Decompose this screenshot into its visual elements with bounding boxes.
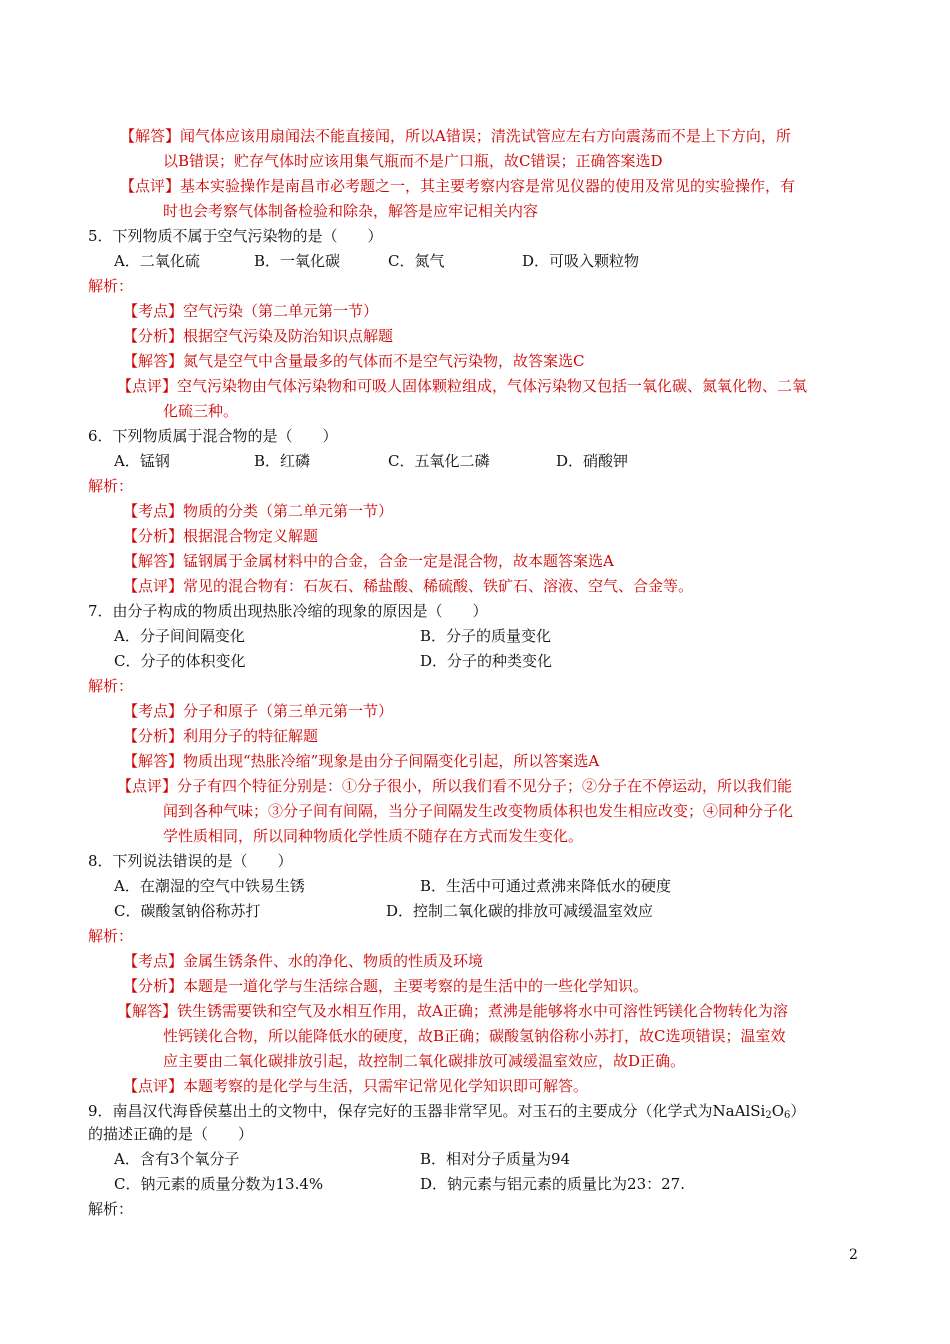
q7-answer: 【解答】物质出现“热胀冷缩”现象是由分子间隔变化引起，所以答案选A — [123, 752, 600, 770]
q6-answer: 【解答】锰钢属于金属材料中的合金，合金一定是混合物，故本题答案选A — [123, 552, 614, 570]
q4-comment-line-1: 【点评】基本实验操作是南昌市必考题之一，其主要考察内容是常见仪器的使用及常见的实验操作，有 — [120, 177, 796, 195]
q8-option-c: C．碳酸氢钠俗称苏打 — [114, 902, 261, 920]
q5-option-a: A．二氧化硫 — [114, 252, 200, 270]
q6-option-c: C．五氧化二磷 — [388, 452, 490, 470]
q6-comment: 【点评】常见的混合物有：石灰石、稀盐酸、稀硫酸、铁矿石、溶液、空气、合金等。 — [123, 577, 694, 595]
q5-analyze: 【分析】根据空气污染及防治知识点解题 — [123, 327, 394, 345]
q7-stem: 7．由分子构成的物质出现热胀冷缩的现象的原因是（ ） — [88, 602, 488, 620]
q9-option-c: C．钠元素的质量分数为13.4% — [114, 1175, 324, 1193]
page-number: 2 — [849, 1247, 858, 1263]
q8-option-a: A．在潮湿的空气中铁易生锈 — [114, 877, 305, 895]
q9-option-d: D．钠元素与铝元素的质量比为23：27. — [420, 1175, 685, 1193]
q7-option-d: D．分子的种类变化 — [420, 652, 553, 670]
q8-answer-line-2: 性钙镁化合物，所以能降低水的硬度，故B正确；碳酸氢钠俗称小苏打，故C选项错误；温室效 — [163, 1027, 786, 1045]
q5-answer: 【解答】氮气是空气中含量最多的气体而不是空气污染物，故答案选C — [123, 352, 585, 370]
q9-option-a: A．含有3个氧分子 — [114, 1150, 240, 1168]
q8-option-b: B．生活中可通过煮沸来降低水的硬度 — [420, 877, 672, 895]
q8-analyze: 【分析】本题是一道化学与生活综合题，主要考察的是生活中的一些化学知识。 — [123, 977, 649, 995]
q9-formula-sub-2: 2 — [765, 1110, 772, 1121]
q7-comment-line-1: 【点评】分子有四个特征分别是：①分子很小，所以我们看不见分子；②分子在不停运动，所以我们能 — [117, 777, 793, 795]
q5-option-c: C．氮气 — [388, 252, 445, 270]
q8-option-d: D．控制二氧化碳的排放可减缓温室效应 — [386, 902, 654, 920]
q6-option-d: D．硝酸钾 — [556, 452, 629, 470]
q8-analysis-label: 解析： — [88, 927, 134, 945]
q7-analysis-label: 解析： — [88, 677, 134, 695]
q7-option-c: C．分子的体积变化 — [114, 652, 246, 670]
q6-option-a: A．锰钢 — [114, 452, 170, 470]
q4-answer-line-2: 以B错误；贮存气体时应该用集气瓶而不是广口瓶，故C错误；正确答案选D — [163, 152, 663, 170]
q5-comment-line-2: 化硫三种。 — [163, 402, 239, 420]
q4-comment-line-2: 时也会考察气体制备检验和除杂，解答是应牢记相关内容 — [163, 202, 539, 220]
q8-answer-line-1: 【解答】铁生锈需要铁和空气及水相互作用，故A正确；煮沸是能够将水中可溶性钙镁化合物转化为溶 — [117, 1002, 788, 1020]
q8-point: 【考点】金属生锈条件、水的净化、物质的性质及环境 — [123, 952, 484, 970]
q5-option-d: D．可吸入颗粒物 — [522, 252, 640, 270]
q6-analysis-label: 解析： — [88, 477, 134, 495]
q8-stem: 8．下列说法错误的是（ ） — [88, 852, 293, 870]
q7-comment-line-3: 学性质相同，所以同种物质化学性质不随存在方式而发生变化。 — [163, 827, 584, 845]
q7-comment-line-2: 闻到各种气味；③分子间有间隔，当分子间隔发生改变物质体积也发生相应改变；④同种分子化 — [163, 802, 794, 820]
q6-analyze: 【分析】根据混合物定义解题 — [123, 527, 319, 545]
q9-stem-paren: ） — [790, 1102, 806, 1120]
q9-formula-sub-6: 6 — [784, 1110, 791, 1121]
q9-formula-o: O — [771, 1102, 785, 1120]
q8-comment: 【点评】本题考察的是化学与生活，只需牢记常见化学知识即可解答。 — [123, 1077, 589, 1095]
q9-analysis-label: 解析： — [88, 1200, 134, 1218]
q5-analysis-label: 解析： — [88, 277, 134, 295]
q9-option-b: B．相对分子质量为94 — [420, 1150, 571, 1168]
q4-answer-line-1: 【解答】闻气体应该用扇闻法不能直接闻，所以A错误；清洗试管应左右方向震荡而不是上下方向，所 — [120, 127, 791, 145]
q7-analyze: 【分析】利用分子的特征解题 — [123, 727, 319, 745]
q6-option-b: B．红磷 — [254, 452, 311, 470]
q5-comment-line-1: 【点评】空气污染物由气体污染物和可吸人固体颗粒组成，气体污染物又包括一氧化碳、氮氧化物、二氧 — [117, 377, 808, 395]
q8-answer-line-3: 应主要由二氧化碳排放引起，故控制二氧化碳排放可减缓温室效应，故D正确。 — [163, 1052, 686, 1070]
q7-option-a: A．分子间间隔变化 — [114, 627, 245, 645]
q9-stem-line-2: 的描述正确的是（ ） — [88, 1125, 254, 1143]
q5-stem: 5．下列物质不属于空气污染物的是（ ） — [88, 227, 383, 245]
q6-point: 【考点】物质的分类（第二单元第一节） — [123, 502, 394, 520]
q7-option-b: B．分子的质量变化 — [420, 627, 552, 645]
q6-stem: 6．下列物质属于混合物的是（ ） — [88, 427, 338, 445]
q5-point: 【考点】空气污染（第二单元第一节） — [123, 302, 379, 320]
q9-stem-text: 9．南昌汉代海昏侯墓出土的文物中，保存完好的玉器非常罕见。对玉石的主要成分（化学式为NaAlSi — [88, 1102, 766, 1120]
q5-option-b: B．一氧化碳 — [254, 252, 341, 270]
q7-point: 【考点】分子和原子（第三单元第一节） — [123, 702, 394, 720]
